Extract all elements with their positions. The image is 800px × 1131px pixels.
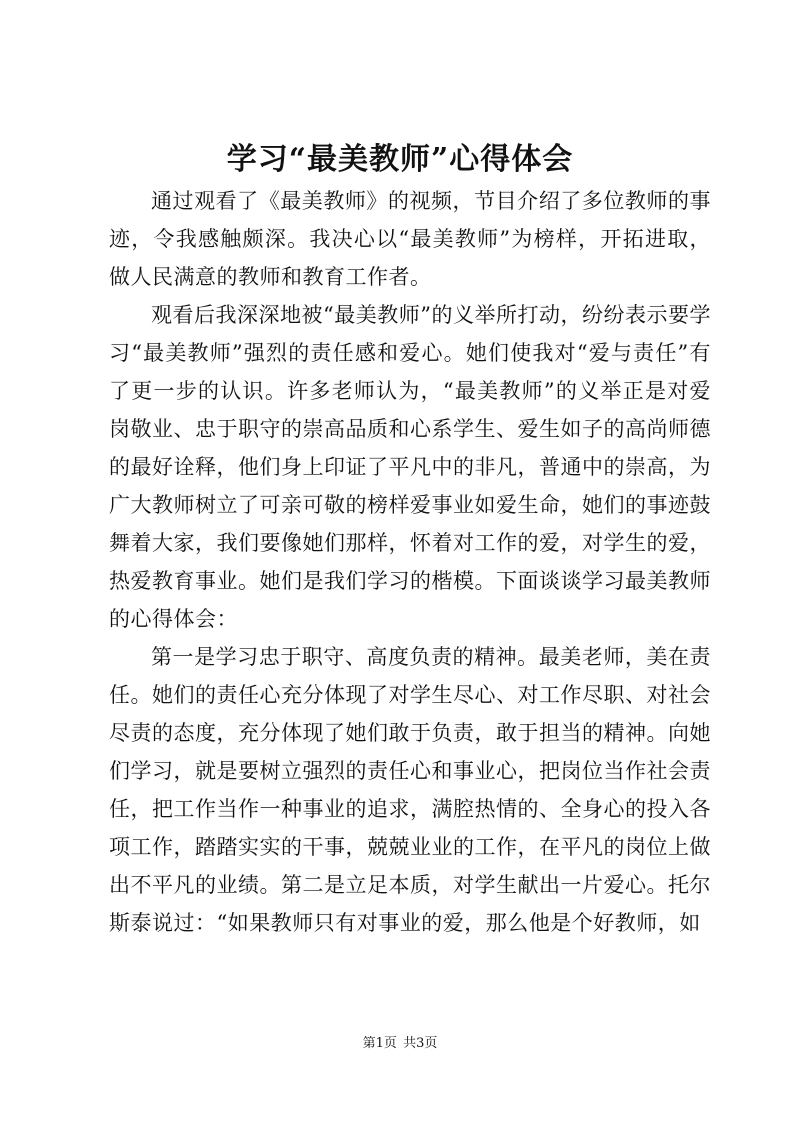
paragraph-impression: 观看后我深深地被“最美教师”的义举所打动，纷纷表示要学习“最美教师”强烈的责任感和爱心。她们使我对“爱与责任”有了更一步的认识。许多老师认为，“最美教师”的义举正是对爱岗敬业、忠于职守的崇高品质和心系学生、爱生如子的高尚师德的最好诠释，他们身上印证了平凡中的非凡，普通中的崇高，为广大教师树立了可亲可敬的榜样爱事业如爱生命，她们的事迹鼓舞着大家，我们要像她们那样，怀着对工作的爱，对学生的爱，热爱教育事业。她们是我们学习的楷模。下面谈谈学习最美教师的心得体会： bbox=[109, 303, 711, 631]
document-title: 学习“最美教师”心得体会 bbox=[226, 142, 574, 177]
page-footer bbox=[0, 1034, 800, 1054]
document-body bbox=[109, 182, 711, 942]
paragraph-first-point: 第一是学习忠于职守、高度负责的精神。最美老师，美在责任。她们的责任心充分体现了对学生尽心、对工作尽职、对社会尽责的态度，充分体现了她们敢于负责，敢于担当的精神。向她们学习，就是要树立强烈的责任心和事业心，把岗位当作社会责任，把工作当作一种事业的追求，满腔热情的、全身心的投入各项工作，踏踏实实的干事，兢兢业业的工作，在平凡的岗位上做出不平凡的业绩。第二是立足本质，对学生献出一片爱心。托尔斯泰说过：“如果教师只有对事业的爱，那么他是个好教师，如 bbox=[109, 645, 711, 935]
page-total: 共3页 bbox=[403, 1036, 438, 1051]
paragraph-intro: 通过观看了《最美教师》的视频，节目介绍了多位教师的事迹，令我感触颇深。我决心以“最美教师”为榜样，开拓进取，做人民满意的教师和教育工作者。 bbox=[109, 189, 711, 289]
page-number: 第1页 bbox=[362, 1036, 397, 1051]
